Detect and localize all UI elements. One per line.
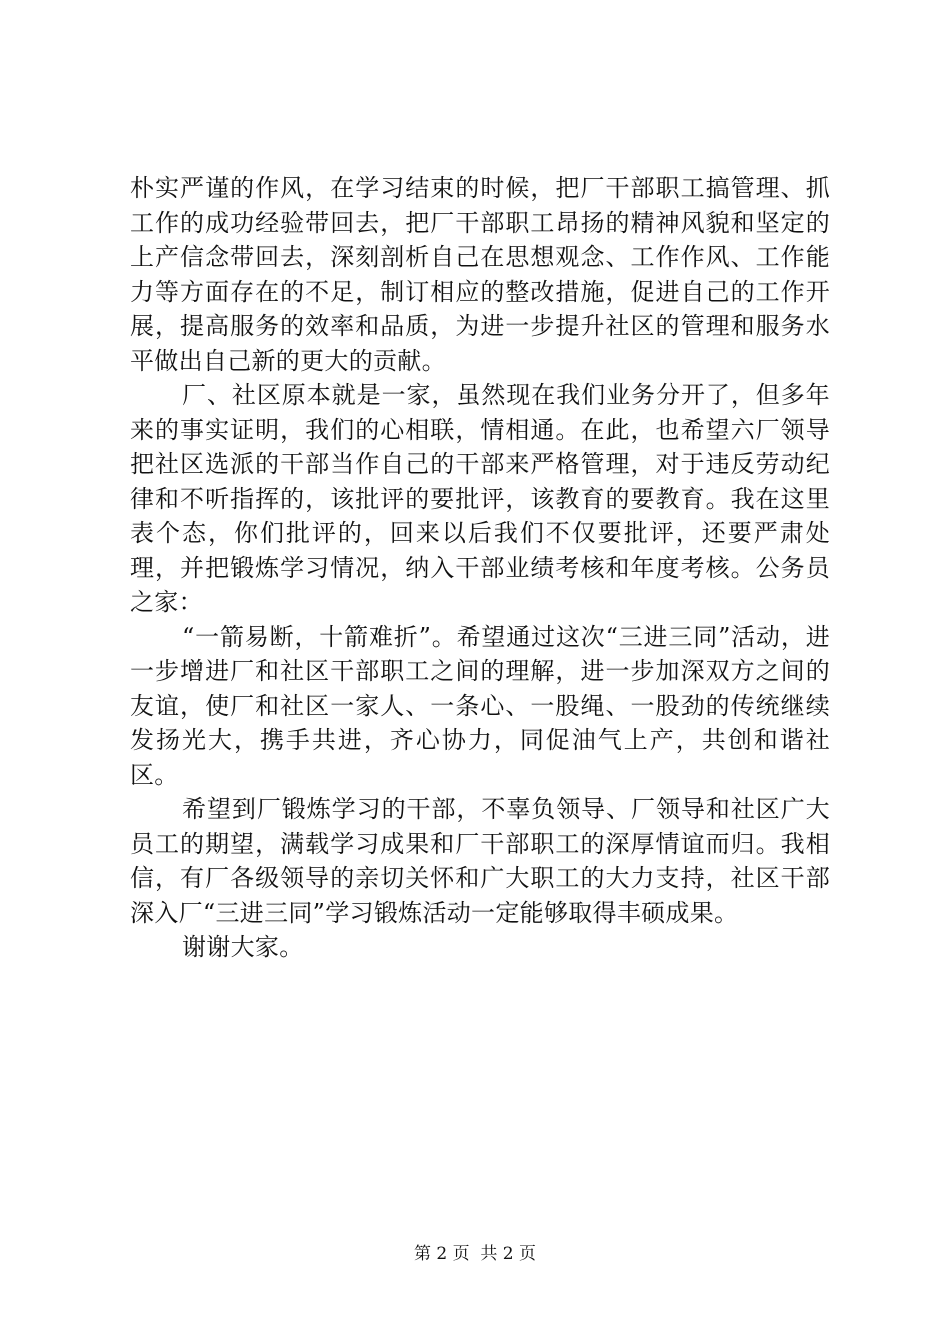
paragraph-2: 厂、社区原本就是一家，虽然现在我们业务分开了，但多年来的事实证明，我们的心相联，情相通。在此，也希望六厂领导把社区选派的干部当作自己的干部来严格管理，对于违反劳动纪律和不听指挥的，该批评的要批评，该教育的要教育。我在这里表个态，你们批评的，回来以后我们不仅要批评，还要严肃处理，并把锻炼学习情况，纳入干部业绩考核和年度考核。公务员之家： [130, 381, 830, 616]
page-number-label: 第 2 页 共 2 页 [413, 1244, 537, 1264]
paragraph-5: 谢谢大家。 [182, 933, 304, 961]
page-footer [0, 1243, 950, 1265]
document-body [130, 171, 830, 965]
paragraph-1: 朴实严谨的作风，在学习结束的时候，把厂干部职工搞管理、抓工作的成功经验带回去，把厂干部职工昂扬的精神风貌和坚定的上产信念带回去，深刻剖析自己在思想观念、工作作风、工作能力等方面存在的不足，制订相应的整改措施，促进自己的工作开展，提高服务的效率和品质，为进一步提升社区的管理和服务水平做出自己新的更大的贡献。 [130, 174, 830, 375]
paragraph-4: 希望到厂锻炼学习的干部，不辜负领导、厂领导和社区广大员工的期望，满载学习成果和厂干部职工的深厚情谊而归。我相信，有厂各级领导的亲切关怀和广大职工的大力支持，社区干部深入厂“三进三同”学习锻炼活动一定能够取得丰硕成果。 [130, 795, 830, 927]
paragraph-3: “一箭易断，十箭难折”。希望通过这次“三进三同”活动，进一步增进厂和社区干部职工之间的理解，进一步加深双方之间的友谊，使厂和社区一家人、一条心、一股绳、一股劲的传统继续发扬光大，携手共进，齐心协力，同促油气上产，共创和谐社区。 [130, 622, 830, 789]
